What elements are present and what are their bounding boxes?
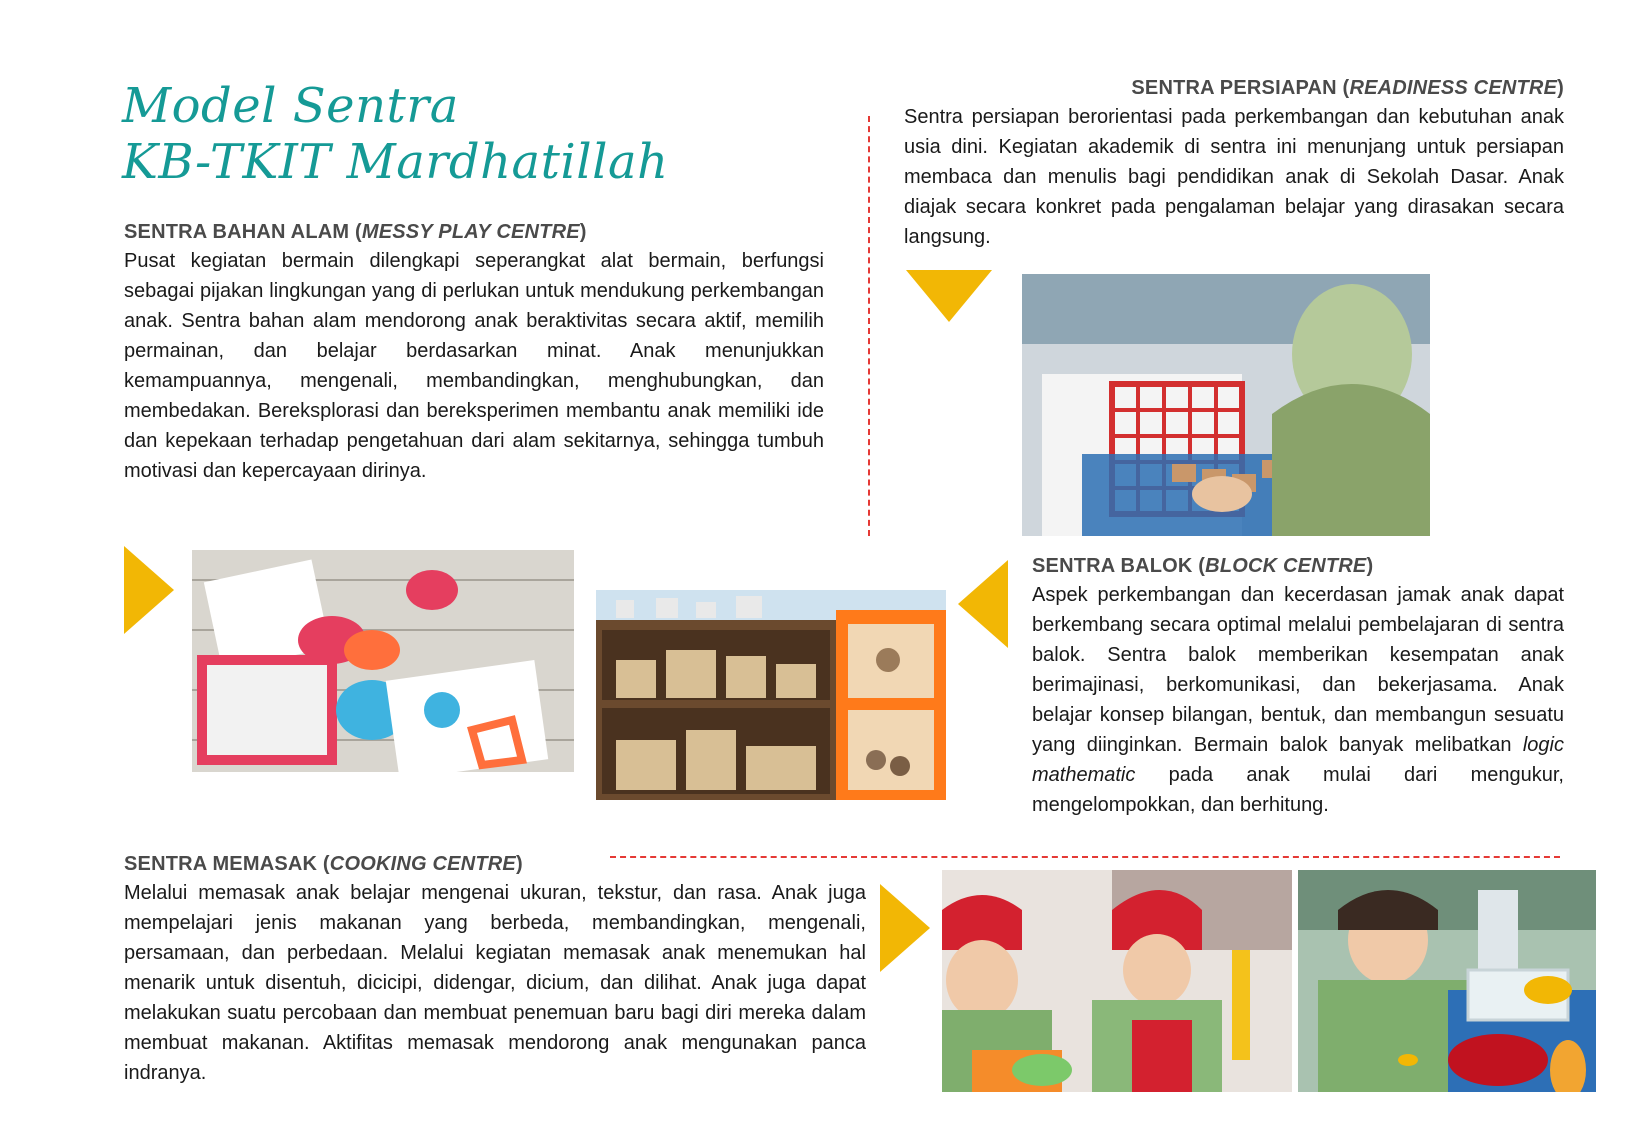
vertical-divider <box>868 116 870 536</box>
photo-block-shelf <box>596 590 946 800</box>
triangle-down-icon <box>906 270 992 322</box>
section-text-memasak: Melalui memasak anak belajar mengenai ukuran, tekstur, dan rasa. Anak juga mempelajari jenis makanan yang berbeda, membandingkan, mengenali, persamaan, dan perbedaan. Melalui kegiatan memasak anak menemukan hal menarik untuk disentuh, dicicipi, didengar, dicium, dan dilihat. Anak juga dapat melakukan suatu percobaan dan membuat penemuan baru bagi diri mereka dalam membuat makanan. Aktifitas memasak mendorong anak mengunakan panca indranya. <box>124 882 866 1084</box>
section-heading-persiapan: SENTRA PERSIAPAN (READINESS CENTRE) <box>1131 77 1564 99</box>
section-text-balok: Aspek perkembangan dan kecerdasan jamak anak dapat berkembang secara optimal melalui pembelajaran di sentra balok. Sentra balok memberikan kesempatan anak berimajinasi, berkomunikasi, dan bekerjasama. Anak belajar konsep bilangan, bentuk, dan membangun sesuatu yang diinginkan. Bermain balok banyak melibatkan logic mathematic pada anak mulai dari mengukur, mengelompokkan, dan berhitung. <box>1032 584 1564 816</box>
triangle-right-icon <box>124 546 174 634</box>
section-balok <box>1032 552 1564 820</box>
triangle-right-icon <box>880 884 930 972</box>
section-text-persiapan: Sentra persiapan berorientasi pada perkembangan dan kebutuhan anak usia dini. Kegiatan akademik di sentra ini menunjang untuk persiapan membaca dan menulis bagi pendidikan anak di Sekolah Dasar. Anak diajak secara konkret pada pengalaman belajar yang dirasakan secara langsung. <box>904 106 1564 248</box>
triangle-left-icon <box>958 560 1008 648</box>
photo-cooking-2 <box>1298 870 1596 1092</box>
section-heading-bahan-alam: SENTRA BAHAN ALAM (MESSY PLAY CENTRE) <box>124 221 587 243</box>
photo-readiness-centre <box>1022 274 1430 536</box>
section-heading-balok: SENTRA BALOK (BLOCK CENTRE) <box>1032 555 1374 577</box>
photo-cooking-1 <box>942 870 1292 1092</box>
section-memasak <box>124 850 866 1088</box>
section-bahan-alam <box>124 218 824 486</box>
section-heading-memasak: SENTRA MEMASAK (COOKING CENTRE) <box>124 853 523 875</box>
page-title <box>122 78 668 190</box>
title-line-1: Model Sentra <box>122 78 459 134</box>
title-line-2: KB-TKIT Mardhatillah <box>122 134 669 190</box>
section-text-bahan-alam: Pusat kegiatan bermain dilengkapi seperangkat alat bermain, berfungsi sebagai pijakan lingkungan yang di perlukan untuk mendukung perkembangan anak. Sentra bahan alam mendorong anak beraktivitas secara aktif, memilih permainan, dan belajar berdasarkan minat. Anak menunjukkan kemampuannya, mengenali, membandingkan, menghubungkan, dan membedakan. Bereksplorasi dan bereksperimen membantu anak memiliki ide dan kepekaan terhadap pengetahuan dari alam sekitarnya, sehingga tumbuh motivasi dan kepercayaan dirinya. <box>124 250 824 482</box>
photo-messy-play <box>192 550 574 772</box>
section-persiapan <box>904 74 1564 252</box>
